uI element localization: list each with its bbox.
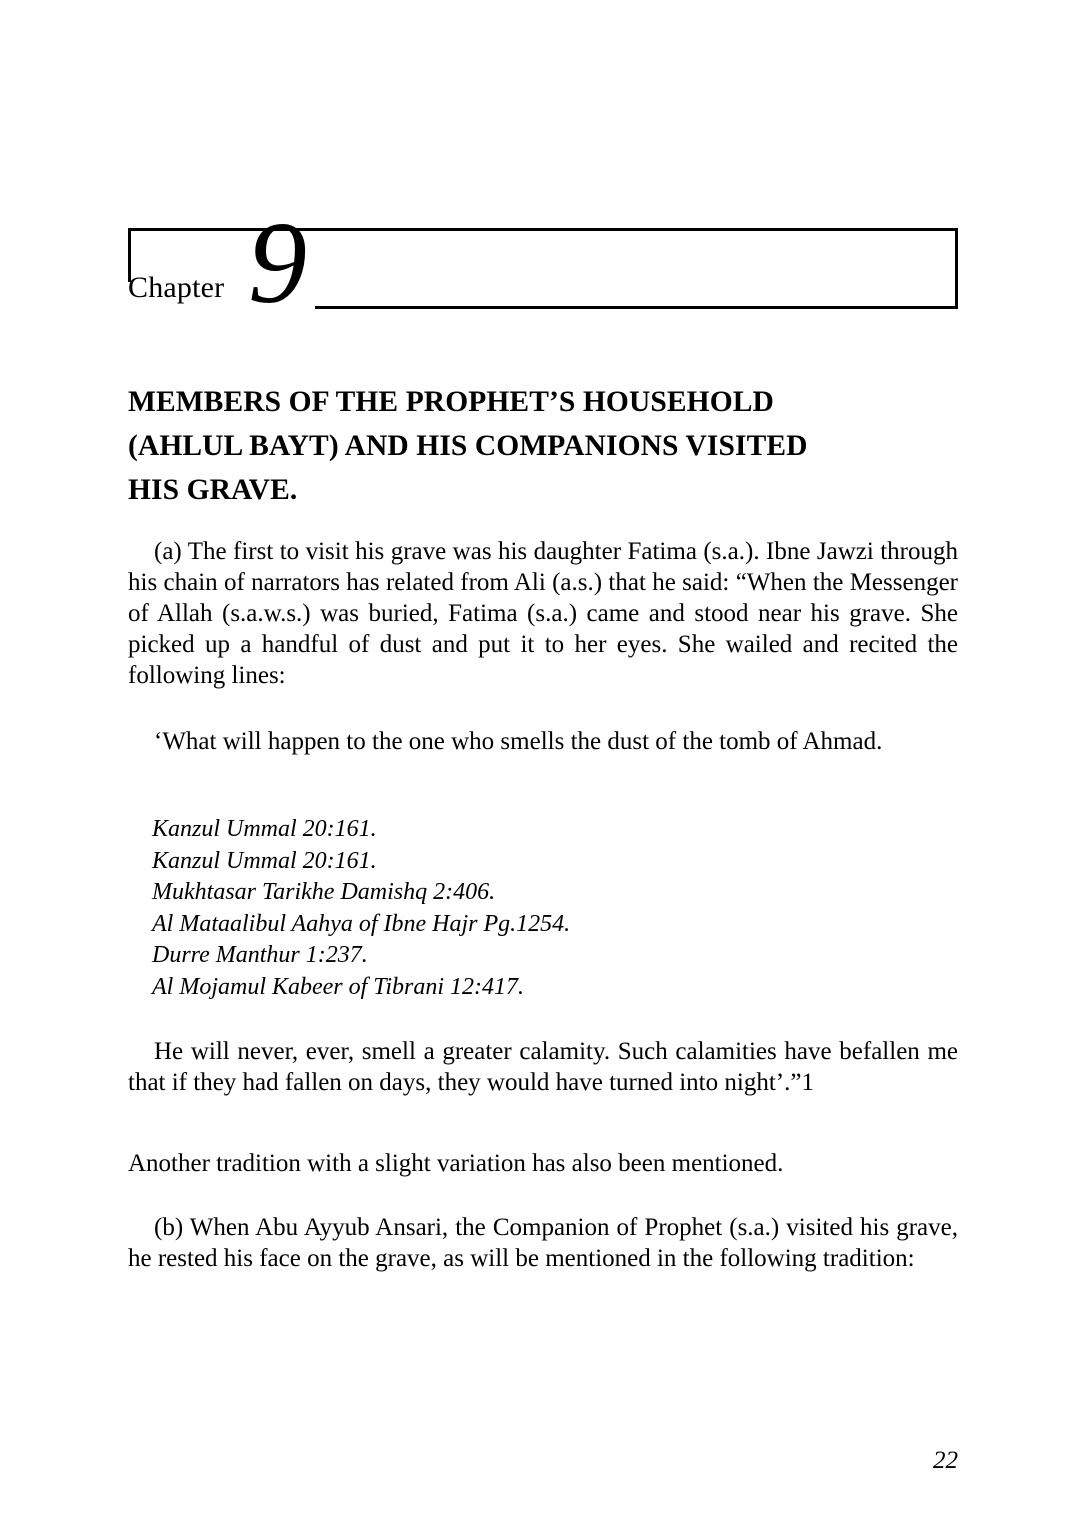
citation-item: Mukhtasar Tarikhe Damishq 2:406. xyxy=(152,879,496,905)
page-title-line-1: MEMBERS OF THE PROPHET’S HOUSEHOLD xyxy=(128,385,774,418)
chapter-rule-right xyxy=(955,228,958,309)
paragraph-a: (a) The first to visit his grave was his daughter Fatima (s.a.). Ibne Jawzi through his chain of narrators has related from Ali (a.s.) that he said: “When the Messenger of Allah (s.a.w.s.) was buried, Fatima (s.a.) came and stood near his grave. She picked up a handful of dust and put it to her eyes. She wailed and recited the following lines: xyxy=(128,538,958,689)
chapter-heading-box xyxy=(128,197,958,328)
paragraph-b: (b) When Abu Ayyub Ansari, the Companion of Prophet (s.a.) visited his grave, he rested his face on the grave, as will be mentioned in the following tradition: xyxy=(128,1214,958,1272)
citation-item: Durre Manthur 1:237. xyxy=(152,942,368,968)
chapter-number: 9 xyxy=(248,197,307,328)
chapter-rule-bottom xyxy=(315,306,958,309)
citation-item: Kanzul Ummal 20:161. xyxy=(152,816,377,842)
paragraph-another-block xyxy=(128,1148,958,1179)
citation-list xyxy=(152,814,852,1003)
page-number: 22 xyxy=(933,1447,958,1474)
page-title-line-3: HIS GRAVE. xyxy=(128,473,298,506)
citation-item: Kanzul Ummal 20:161. xyxy=(152,847,377,874)
paragraph-b-block xyxy=(128,1212,958,1274)
page-title xyxy=(128,380,958,512)
paragraph-a-block xyxy=(128,536,958,691)
citation-item: Al Mataalibul Aahya of Ibne Hajr Pg.1254. xyxy=(152,910,571,937)
paragraph-calamity-block xyxy=(128,1036,958,1098)
chapter-label: Chapter xyxy=(128,271,225,304)
paragraph-another: Another tradition with a slight variation has also been mentioned. xyxy=(128,1150,784,1177)
page-title-line-2: (AHLUL BAYT) AND HIS COMPANIONS VISITED xyxy=(128,429,808,462)
paragraph-quote-block xyxy=(128,726,958,757)
citation-item: Al Mojamul Kabeer of Tibrani 12:417. xyxy=(152,973,524,1000)
paragraph-calamity: He will never, ever, smell a greater calamity. Such calamities have befallen me that if they had fallen on days, they would have turned into night’.”1 xyxy=(128,1038,958,1096)
paragraph-quote: ‘What will happen to the one who smells the dust of the tomb of Ahmad. xyxy=(154,728,883,755)
